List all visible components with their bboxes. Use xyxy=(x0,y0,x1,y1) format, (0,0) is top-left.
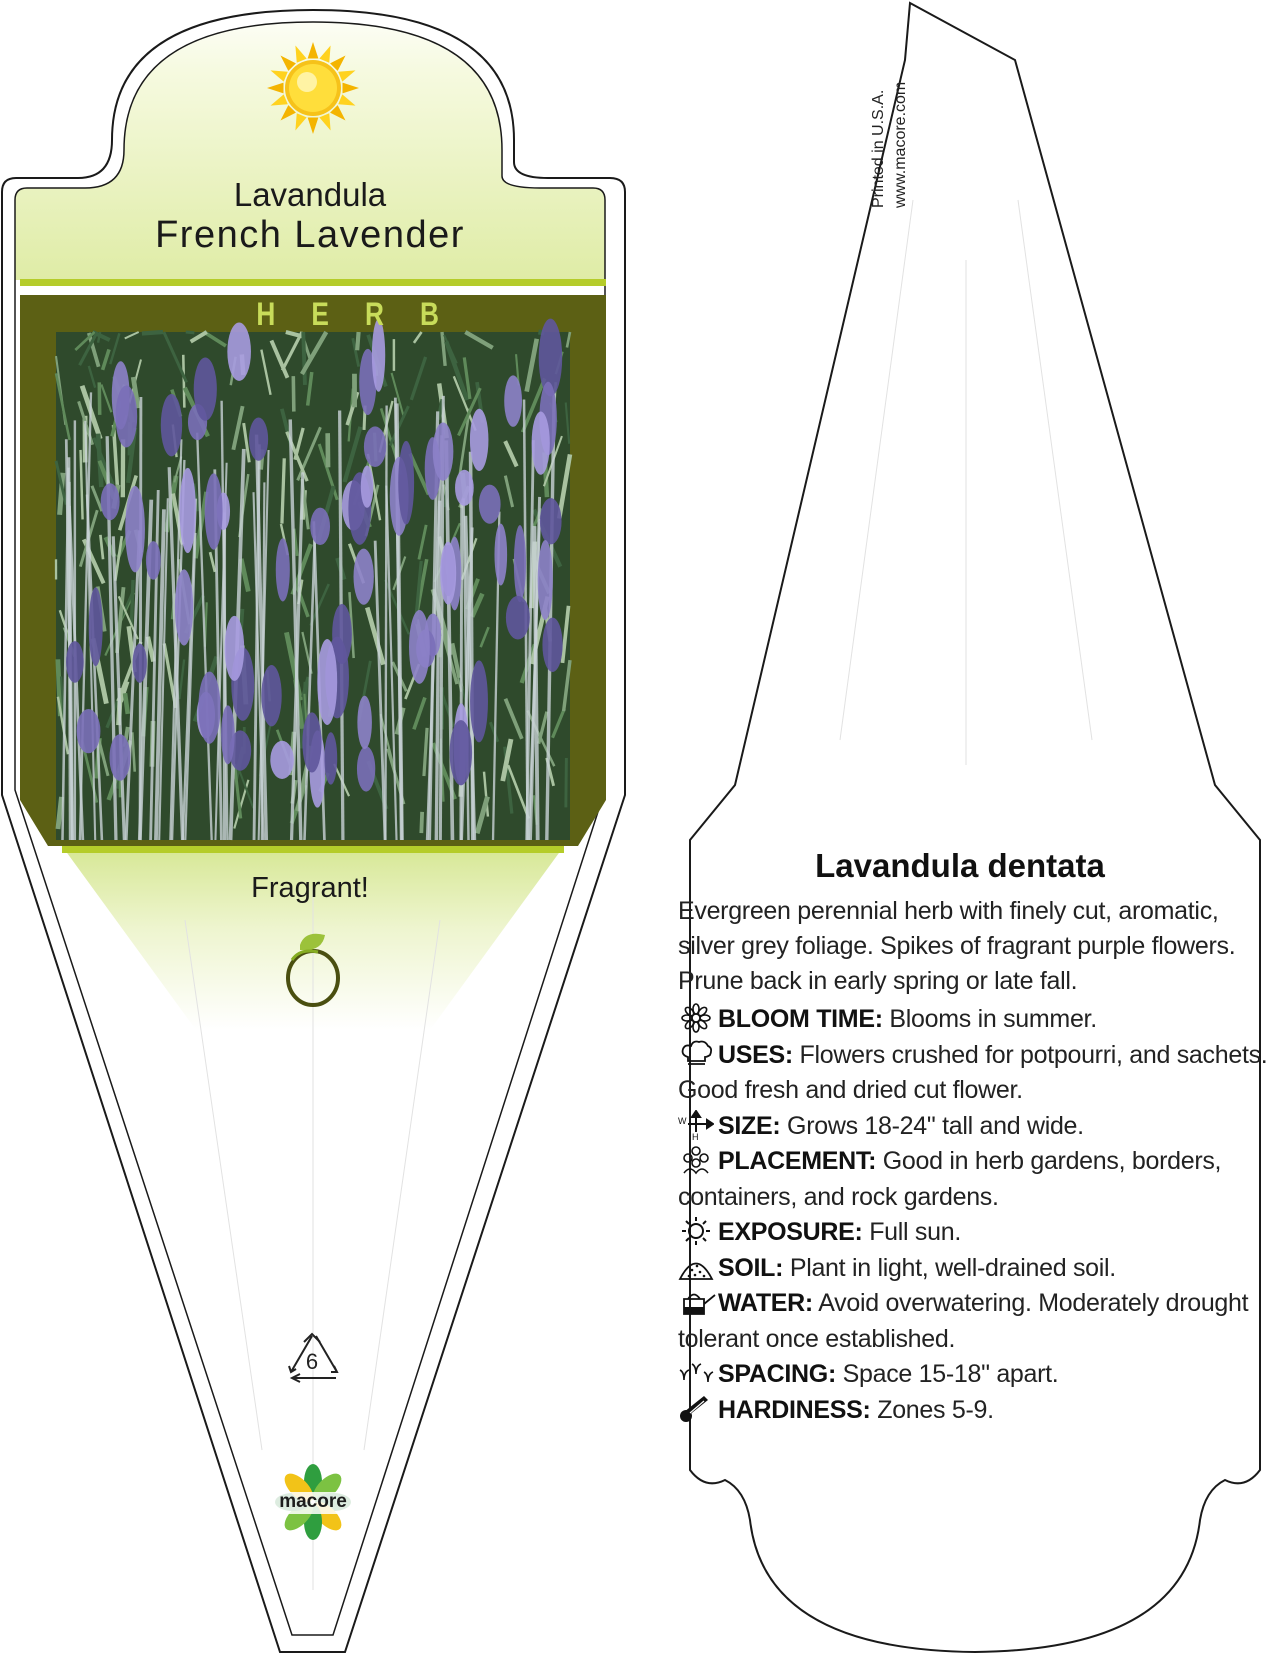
care-label: SIZE: xyxy=(718,1111,781,1140)
care-label: USES: xyxy=(718,1040,793,1069)
recycle-number: 6 xyxy=(305,1349,319,1374)
tagline: Fragrant! xyxy=(251,872,369,904)
care-text: Plant in light, well-drained soil. xyxy=(783,1253,1116,1282)
svg-text:W: W xyxy=(678,1115,687,1126)
care-list xyxy=(678,1002,1268,1428)
size-arrows-icon xyxy=(678,1110,718,1140)
care-label: SOIL: xyxy=(718,1253,784,1282)
care-item xyxy=(678,1251,1268,1287)
care-item xyxy=(678,1038,1268,1109)
care-item xyxy=(678,1215,1268,1251)
website: www.macore.com xyxy=(892,81,909,208)
soil-pile-icon xyxy=(678,1252,718,1282)
care-item xyxy=(678,1393,1268,1429)
thermometer-icon xyxy=(678,1394,718,1424)
care-label: SPACING: xyxy=(718,1360,836,1388)
care-label: HARDINESS: xyxy=(718,1395,871,1424)
description-line: Prune back in early spring or late fall. xyxy=(678,967,1078,995)
spacing-plants-icon xyxy=(678,1358,718,1388)
genus-name: Lavandula xyxy=(233,176,387,213)
care-item xyxy=(678,1357,1268,1393)
botanical-title: Lavandula dentata xyxy=(815,847,1105,884)
brand-name: macore xyxy=(279,1491,347,1512)
print-info xyxy=(870,50,1070,210)
category-label: HERB xyxy=(256,296,476,332)
printed-line: Printed in U.S.A. xyxy=(870,89,887,208)
flower-bed-icon xyxy=(678,1145,718,1175)
front-sun-icon xyxy=(267,42,359,134)
care-text: Grows 18-24" tall and wide. xyxy=(780,1111,1084,1140)
watering-can-icon xyxy=(678,1287,718,1317)
care-text-continued: containers, and rock gardens. xyxy=(678,1182,999,1211)
flower-icon xyxy=(678,1003,718,1033)
sun-icon xyxy=(678,1216,718,1246)
care-text: Flowers crushed for potpourri, and sachets. xyxy=(792,1040,1268,1069)
lavender-flowers-photo xyxy=(56,319,570,840)
care-text-continued: tolerant once established. xyxy=(678,1324,956,1353)
care-label: EXPOSURE: xyxy=(718,1218,863,1246)
description xyxy=(678,894,1258,999)
care-item xyxy=(678,1286,1268,1357)
care-item xyxy=(678,1002,1268,1038)
care-text: Blooms in summer. xyxy=(882,1005,1097,1033)
care-label: PLACEMENT: xyxy=(718,1147,877,1175)
care-text: Avoid overwatering. Moderately drought xyxy=(812,1289,1249,1317)
care-text: Full sun. xyxy=(862,1218,961,1246)
care-label: WATER: xyxy=(718,1289,813,1317)
chef-hat-icon xyxy=(678,1039,718,1069)
care-text: Good in herb gardens, borders, xyxy=(876,1147,1222,1175)
care-item xyxy=(678,1109,1268,1145)
common-name: French Lavender xyxy=(155,214,465,256)
care-text-continued: Good fresh and dried cut flower. xyxy=(678,1076,1023,1104)
description-line: silver grey foliage. Spikes of fragrant purple flowers. xyxy=(678,932,1236,960)
care-item xyxy=(678,1144,1268,1215)
care-text: Zones 5-9. xyxy=(870,1395,994,1424)
description-line: Evergreen perennial herb with finely cut, aromatic, xyxy=(678,897,1219,925)
care-label: BLOOM TIME: xyxy=(718,1005,883,1033)
care-text: Space 15-18" apart. xyxy=(835,1360,1059,1388)
svg-text:H: H xyxy=(692,1131,699,1140)
